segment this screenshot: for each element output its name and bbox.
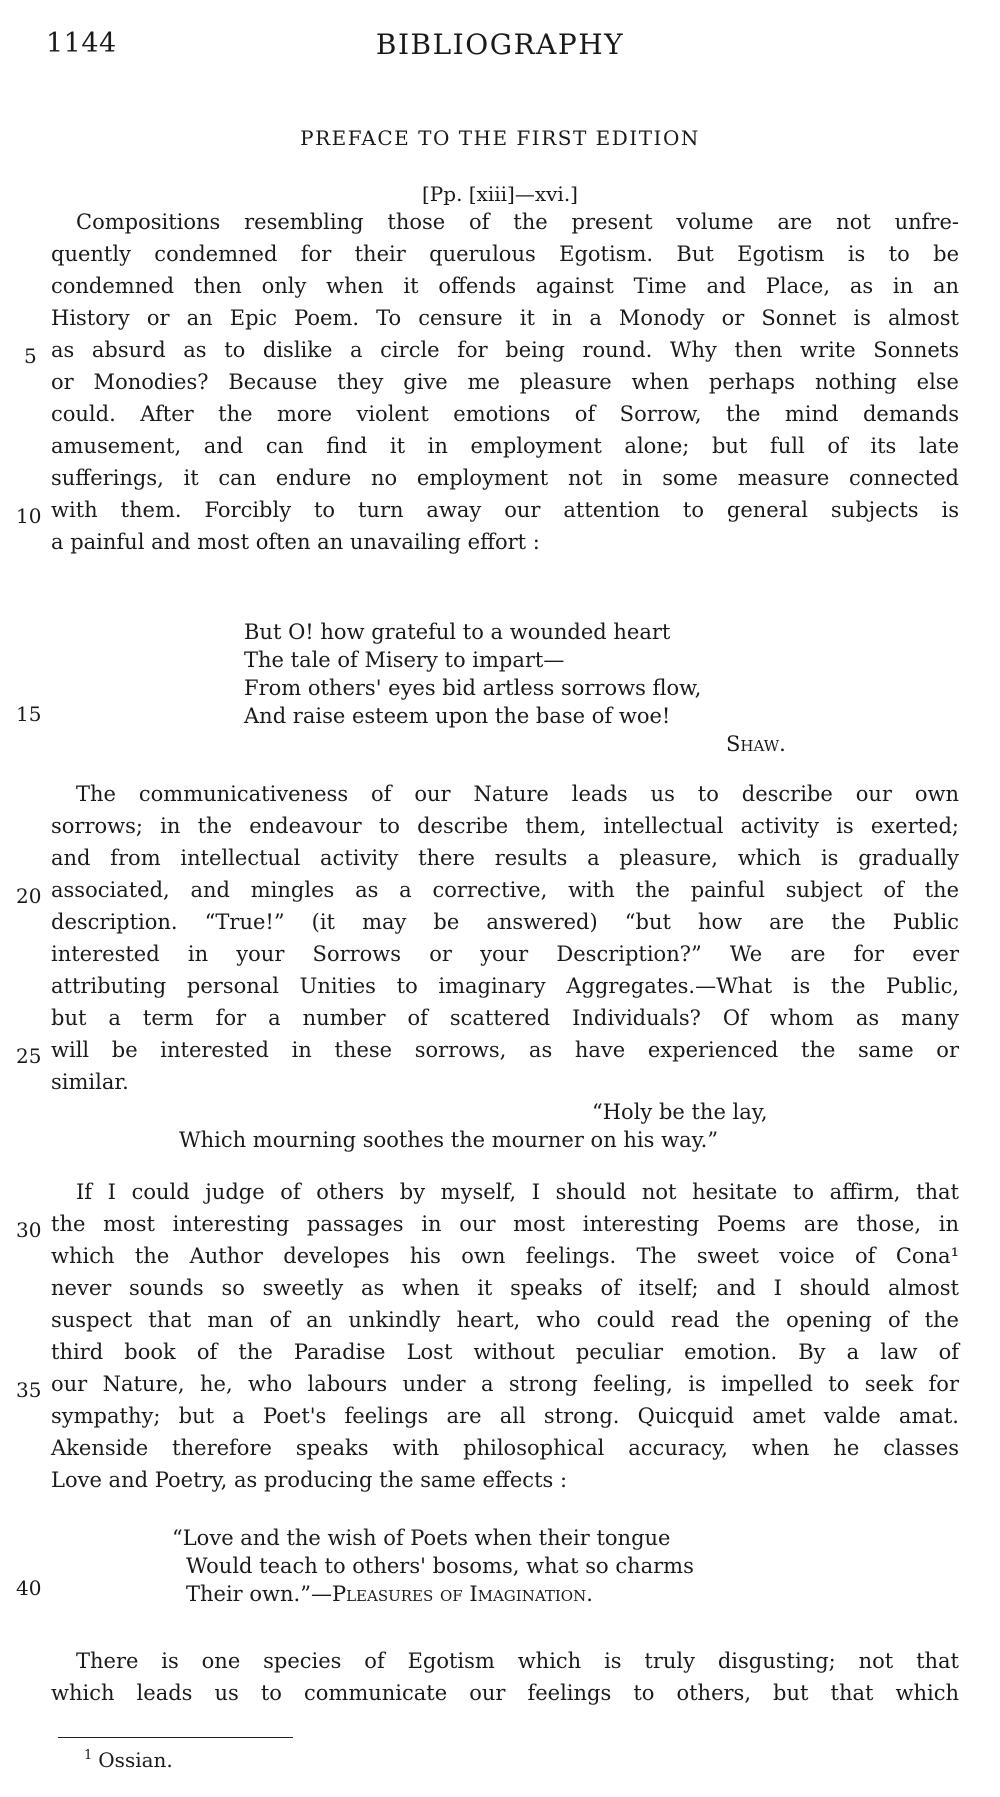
line-number: 20 bbox=[16, 884, 42, 908]
text-line: could. After the more violent emotions of Sorrow, the mind demands bbox=[51, 402, 959, 426]
line-number: 35 bbox=[16, 1378, 42, 1402]
verse-line: Which mourning soothes the mourner on his way.” bbox=[179, 1128, 719, 1152]
verse-line: “Holy be the lay, bbox=[592, 1100, 768, 1124]
verse-line: The tale of Misery to impart— bbox=[244, 648, 565, 672]
line-number: 10 bbox=[16, 504, 42, 528]
text-line: suspect that man of an unkindly heart, who could read the opening of the bbox=[51, 1308, 959, 1332]
verse-line bbox=[186, 1580, 593, 1608]
verse-text: Their own.”— bbox=[186, 1582, 332, 1606]
pages-reference: [Pp. [xiii]—xvi.] bbox=[422, 182, 578, 206]
footnote bbox=[84, 1748, 173, 1772]
running-title: BIBLIOGRAPHY bbox=[375, 28, 625, 61]
verse-attribution: Shaw. bbox=[726, 732, 786, 756]
text-line: sympathy; but a Poet's feelings are all strong. Quicquid amet valde amat. bbox=[51, 1404, 959, 1428]
verse-source: Pleasures of Imagination. bbox=[331, 1582, 593, 1606]
text-line: which leads us to communicate our feelings to others, but that which bbox=[51, 1681, 959, 1705]
footnote-text: Ossian. bbox=[98, 1748, 173, 1772]
line-number: 5 bbox=[24, 344, 37, 368]
text-line: which the Author developes his own feelings. The sweet voice of Cona¹ bbox=[51, 1244, 959, 1268]
verse-line: Would teach to others' bosoms, what so charms bbox=[186, 1554, 694, 1578]
text-line: associated, and mingles as a corrective, with the painful subject of the bbox=[51, 878, 959, 902]
text-line: interested in your Sorrows or your Description?” We are for ever bbox=[51, 942, 959, 966]
text-line: amusement, and can find it in employment alone; but full of its late bbox=[51, 434, 959, 458]
text-line: description. “True!” (it may be answered) “but how are the Public bbox=[51, 910, 959, 934]
text-line: There is one species of Egotism which is truly disgusting; not that bbox=[76, 1649, 959, 1673]
text-line: Akenside therefore speaks with philosophical accuracy, when he classes bbox=[51, 1436, 959, 1460]
text-line: condemned then only when it offends against Time and Place, as in an bbox=[51, 274, 959, 298]
text-line: sorrows; in the endeavour to describe them, intellectual activity is exerted; bbox=[51, 814, 959, 838]
text-line: History or an Epic Poem. To censure it in a Monody or Sonnet is almost bbox=[51, 306, 959, 330]
text-line: the most interesting passages in our most interesting Poems are those, in bbox=[51, 1212, 959, 1236]
text-line: similar. bbox=[51, 1070, 129, 1094]
text-line: If I could judge of others by myself, I should not hesitate to affirm, that bbox=[76, 1180, 959, 1204]
footnote-marker: 1 bbox=[84, 1748, 93, 1763]
text-line: third book of the Paradise Lost without peculiar emotion. By a law of bbox=[51, 1340, 959, 1364]
line-number: 25 bbox=[16, 1044, 42, 1068]
line-number: 40 bbox=[16, 1576, 42, 1600]
line-number: 15 bbox=[16, 702, 42, 726]
text-line: Love and Poetry, as producing the same effects : bbox=[51, 1468, 568, 1492]
text-line: The communicativeness of our Nature leads us to describe our own bbox=[76, 782, 959, 806]
text-line: with them. Forcibly to turn away our attention to general subjects is bbox=[51, 498, 959, 522]
text-line: attributing personal Unities to imaginary Aggregates.—What is the Public, bbox=[51, 974, 959, 998]
text-line: our Nature, he, who labours under a strong feeling, is impelled to seek for bbox=[51, 1372, 959, 1396]
verse-line: But O! how grateful to a wounded heart bbox=[244, 620, 671, 644]
verse-line: And raise esteem upon the base of woe! bbox=[244, 704, 671, 728]
text-line: a painful and most often an unavailing effort : bbox=[51, 530, 540, 554]
verse-line: From others' eyes bid artless sorrows flow, bbox=[244, 676, 702, 700]
footnote-rule bbox=[58, 1737, 293, 1738]
text-line: Compositions resembling those of the present volume are not unfre- bbox=[76, 210, 959, 234]
verse-line: “Love and the wish of Poets when their tongue bbox=[172, 1526, 671, 1550]
text-line: quently condemned for their querulous Egotism. But Egotism is to be bbox=[51, 242, 959, 266]
text-line: or Monodies? Because they give me pleasure when perhaps nothing else bbox=[51, 370, 959, 394]
text-line: but a term for a number of scattered Individuals? Of whom as many bbox=[51, 1006, 959, 1030]
text-line: and from intellectual activity there results a pleasure, which is gradually bbox=[51, 846, 959, 870]
text-line: will be interested in these sorrows, as have experienced the same or bbox=[51, 1038, 959, 1062]
text-line: as absurd as to dislike a circle for being round. Why then write Sonnets bbox=[51, 338, 959, 362]
text-line: never sounds so sweetly as when it speaks of itself; and I should almost bbox=[51, 1276, 959, 1300]
running-header bbox=[0, 28, 1000, 68]
page-number: 1144 bbox=[46, 28, 117, 59]
line-number: 30 bbox=[16, 1218, 42, 1242]
text-line: sufferings, it can endure no employment not in some measure connected bbox=[51, 466, 959, 490]
section-heading: PREFACE TO THE FIRST EDITION bbox=[300, 126, 700, 150]
